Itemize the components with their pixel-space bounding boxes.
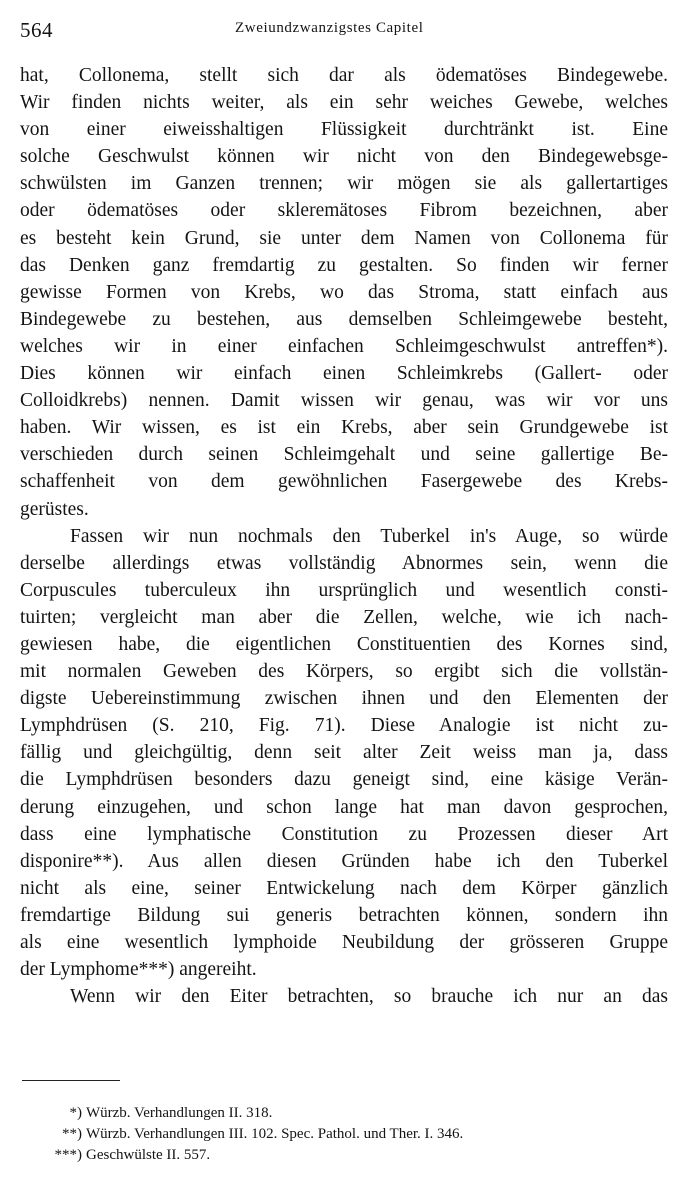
running-head [20, 14, 660, 44]
text-line: solche Geschwulst können wir nicht von den Bindegewebsge- [20, 146, 668, 168]
text-line: tuirten; vergleicht man aber die Zellen, welche, wie ich nach- [20, 606, 668, 628]
text-line: die Lymphdrüsen besonders dazu geneigt sind, eine käsige Verän- [20, 769, 668, 791]
text-line: das Denken ganz fremdartig zu gestalten. So finden wir ferner [20, 254, 668, 276]
footnote-mark: *) [69, 1105, 82, 1121]
footnote-mark: **) [62, 1126, 82, 1142]
text-line: von einer eiweisshaltigen Flüssigkeit durchtränkt ist. Eine [20, 119, 668, 141]
text-line: als eine wesentlich lymphoide Neubildung der grösseren Gruppe [20, 932, 668, 953]
text-line: gerüstes. [20, 498, 89, 520]
text-line: gewisse Formen von Krebs, wo das Stroma, statt einfach aus [20, 281, 668, 303]
text-line: Bindegewebe zu bestehen, aus demselben Schleimgewebe besteht, [20, 308, 668, 330]
text-line: schwülsten im Ganzen trennen; wir mögen sie als gallertartiges [20, 173, 668, 195]
text-line: haben. Wir wissen, es ist ein Krebs, aber sein Grundgewebe ist [20, 417, 668, 439]
text-line: dass eine lymphatische Constitution zu Prozessen dieser Art [20, 823, 668, 845]
text-line: es besteht kein Grund, sie unter dem Namen von Collonema für [20, 227, 668, 249]
text-line: Lymphdrüsen (S. 210, Fig. 71). Diese Analogie ist nicht zu- [20, 715, 668, 737]
footnote [20, 1124, 668, 1145]
footnote-text: Geschwülste II. 557. [86, 1147, 211, 1163]
text-line: mit normalen Geweben des Körpers, so ergibt sich die vollstän- [20, 661, 668, 683]
text-line: derselbe allerdings etwas vollständig Abnormes sein, wenn die [20, 552, 668, 574]
chapter-title: Zweiundzwanzigstes Capitel [235, 20, 424, 36]
text-line: Colloidkrebs) nennen. Damit wissen wir genau, was wir vor uns [20, 390, 668, 412]
text-line: fällig und gleichgültig, denn seit alter Zeit weiss man ja, dass [20, 742, 668, 764]
text-line: Dies können wir einfach einen Schleimkrebs (Gallert- oder [20, 363, 668, 385]
text-line: schaffenheit von dem gewöhnlichen Fasergewebe des Krebs- [20, 471, 668, 493]
footnote [20, 1145, 668, 1166]
text-line: Wir finden nichts weiter, als ein sehr weiches Gewebe, welches [20, 92, 668, 114]
text-line: der Lymphome***) angereiht. [20, 959, 257, 981]
text-line: nicht als eine, seiner Entwickelung nach dem Körper gänzlich [20, 877, 668, 899]
text-line: oder ödematöses oder skleremätoses Fibrom bezeichnen, aber [20, 200, 668, 222]
text-line: digste Uebereinstimmung zwischen ihnen und den Elementen der [20, 688, 668, 710]
footnote-text: Würzb. Verhandlungen III. 102. Spec. Pathol. und Ther. I. 346. [86, 1126, 464, 1142]
footnote-divider [22, 1080, 120, 1081]
text-line: hat, Collonema, stellt sich dar als ödematöses Bindegewebe. [20, 65, 668, 86]
text-line: welches wir in einer einfachen Schleimgeschwulst antreffen*). [20, 335, 668, 357]
footnote-text: Würzb. Verhandlungen II. 318. [86, 1105, 273, 1121]
body-text [20, 62, 668, 1010]
text-line: Corpuscules tuberculeux ihn ursprünglich und wesentlich consti- [20, 579, 668, 601]
paragraph-start-line: Wenn wir den Eiter betrachten, so brauche ich nur an das [70, 986, 668, 1008]
page-number: 564 [20, 18, 53, 42]
footnotes [20, 1103, 668, 1166]
paragraph-start-line: Fassen wir nun nochmals den Tuberkel in's Auge, so würde [70, 525, 668, 547]
footnote [20, 1103, 668, 1124]
text-line: disponire**). Aus allen diesen Gründen habe ich den Tuberkel [20, 850, 668, 872]
text-line: derung einzugehen, und schon lange hat man davon gesprochen, [20, 796, 668, 818]
footnote-mark: ***) [54, 1147, 82, 1163]
text-line: verschieden durch seinen Schleimgehalt und seine gallertige Be- [20, 444, 668, 466]
text-line: gewiesen habe, die eigentlichen Constituentien des Kornes sind, [20, 633, 668, 655]
text-line: fremdartige Bildung sui generis betrachten können, sondern ihn [20, 904, 668, 926]
